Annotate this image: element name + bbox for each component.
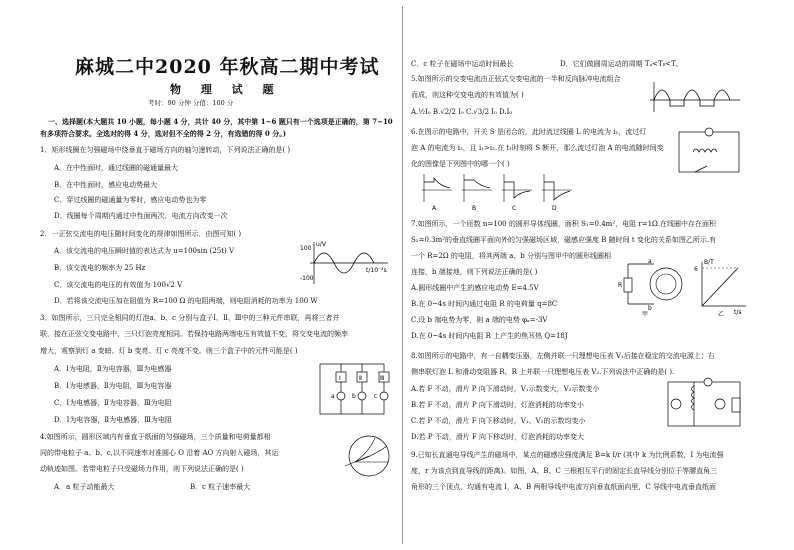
question-6-line2: 泡 A 的电流为 i₂，且 i₁>i₂.在 t₁时刻将 S 断开，那么流过灯泡 A 的电流随时间变 (411, 144, 664, 152)
q5-options: A.½I₀ B.√2/2 I₀ C.√3/2 I₀ D.I₀ (411, 108, 513, 116)
q8-option-c: C.若 P 不动，滑片 F 向下移动时，V₁、V₂的示数均变小 (411, 417, 586, 425)
q6-graph-label-b: B (472, 205, 477, 212)
q7-figure-yi: 乙 (718, 311, 725, 318)
q1-option-d: D．线圈每个周期内通过中性面两次，电流方向改变一次 (54, 212, 228, 220)
question-9-line2: 度，r 为该点到直导线的距离)。如图，A、B、C 三根相互平行的固定长直导线分别位于等腰直角三 (411, 467, 718, 475)
box-2-label: Ⅱ (359, 375, 362, 382)
q2-graph-ylabel: u/V (316, 241, 326, 248)
question-3: 3．如图所示，三只完全相同的灯泡a、b、c 分别与盒子Ⅰ、Ⅱ、Ⅲ中的三种元件串联，再将三者并 (40, 314, 340, 322)
page-subtitle: 物 理 试 题 (170, 83, 282, 96)
q7-option-c: C.设 b 端电势为零，则 a 端的电势 φₐ=-3V (411, 316, 548, 324)
q4-option-a: A．a 粒子动能最大 (54, 483, 115, 491)
question-4-line2: 同的带电粒子 a、b、c,以不同速率对准圆心 O 沿着 AO 方向射入磁场，其运 (40, 449, 279, 457)
question-4-line3: 动轨迹如图。若带电粒子只受磁场力作用，则下列说法正确的是( ) (40, 465, 244, 473)
q6-graph-label-c: C (512, 205, 517, 212)
question-9-line3: 角形的三个顶点，均通有电流 I，A、B 两根导线中电流方向垂直纸面向里，C 导线中电流垂直纸面 (411, 483, 716, 491)
lamp-a-label: a (331, 393, 335, 400)
box-1-label: Ⅰ (339, 375, 341, 382)
q7-resistor-label: R (618, 282, 623, 289)
q7-option-a: A.圆形线圈中产生的感应电动势 E=4.5V (411, 284, 539, 292)
exam-meta: 考时：90 分钟 分值：100 分 (148, 99, 234, 107)
q8-transformer-circuit (664, 374, 744, 434)
q3-circuit-diagram (316, 360, 388, 420)
q1-option-a: A．在中性面时，通过线圈的磁通量最大 (54, 164, 179, 172)
q7-graph-xlabel: t/s (734, 309, 742, 316)
q4-option-d: D．它们做圆周运动的周期 Tₐ<Tᵦ<T꜀ (560, 60, 679, 68)
q2-option-b: B．该交流电的频率为 25 Hz (54, 264, 146, 272)
q8-option-b: B.若 F 不动，滑片 P 向下滑动时，灯泡消耗的功率变小 (411, 401, 584, 409)
question-4: 4.如图所示，圆形区域内有垂直于纸面的匀强磁场，三个质量和电荷量都相 (40, 433, 271, 441)
question-6-line3: 化的图像是下列图中的哪一个( ) (411, 160, 510, 168)
page-title: 麻城二中2020 年秋高二期中考试 (75, 56, 380, 78)
q4-option-c: C．c 粒子在磁场中运动时间最长 (411, 60, 514, 68)
q7-figure-jia: 甲 (642, 311, 649, 318)
q2-option-a: A．该交流电的电压瞬时值的表达式为 u=100sin (25t) V (54, 247, 235, 255)
q4-magnetic-field-diagram (345, 432, 393, 480)
q3-option-c: C．Ⅰ为电感器，Ⅱ为电容器，Ⅲ为电阻 (54, 399, 172, 407)
q1-option-c: C．穿过线圈的磁通量为零时，感应电动势也为零 (54, 196, 207, 204)
q4-option-b: B．c 粒子速率最大 (190, 483, 251, 491)
question-7-line4: 连接，b 端接地，则下列说法正确的是( ) (411, 268, 538, 276)
q2-graph-min: -100 (300, 275, 314, 282)
q3-option-d: D．Ⅰ为电容器，Ⅱ为电感器，Ⅲ为电阻 (54, 416, 172, 424)
q2-graph-max: 100 (300, 245, 312, 252)
q7-option-d: D.在 0~4s 时间内电阻 R 上产生的焦耳热 Q=18J (411, 332, 568, 340)
question-3-line2: 联，接在正弦交变电路中，三只灯泡亮度相同。若保持电路两端电压有效值不变，将交变电流的频率 (40, 330, 348, 338)
q2-option-c: C．该交流电的电压的有效值为 100√2 V (54, 281, 183, 289)
q5-current-graph (650, 80, 742, 114)
q1-option-b: B．在中性面时，感应电动势最大 (54, 181, 158, 189)
question-1: 1．矩形线圈在匀强磁场中绕垂直于磁场方向的轴匀速转动，下列说法正确的是( ) (40, 146, 291, 154)
q8-option-d: D.若 P 不动，滑片 F 向下移动时，灯泡消耗的功率变大 (411, 433, 585, 441)
question-5: 5.如图所示的交变电流由正弦式交变电流的一半和反向脉冲电流组合 (411, 75, 621, 83)
q6-circuit-diagram (675, 126, 745, 176)
question-8-line2: 侧串联灯泡 L 和滑动变阻器 R，R 上并联一只理想电压表 V₂.下列说法中正确的是( ). (411, 368, 675, 376)
question-2: 2．一正弦交流电的电压随时间变化的规律如图所示．由图可知( ) (40, 230, 242, 238)
question-5-line2: 而成，则这种交变电流的有效值为( ) (411, 91, 524, 99)
q3-option-b: B．Ⅰ为电感器，Ⅱ为电阻，Ⅲ为电容器 (54, 382, 172, 390)
question-7: 7.如图所示，一个匝数 n=100 的圆形导体线圈，面积 S₁=0.4m²，电阻 r=1Ω.在线圈中存在面积 (411, 220, 717, 228)
q6-graph-label-a: A (432, 205, 437, 212)
q6-graph-label-d: D (552, 205, 557, 212)
lamp-b-label: b (352, 393, 356, 400)
question-7-line3: 一个 R=2Ω 的电阻，将其两端 a、b 分别与图甲中的圆形线圈相 (411, 252, 611, 260)
q7-graph-ylabel: B/T (704, 259, 714, 266)
q2-sine-graph (300, 240, 390, 285)
q6-answer-graphs (418, 172, 578, 212)
q7-graph-yvalue: 6 (694, 266, 698, 273)
q7-option-b: B.在 0~4s 时间内通过电阻 R 的电荷量 q=8C (411, 300, 558, 308)
q8-option-a: A.若 F 不动，滑片 P 向下滑动时，V₁示数变大，V₂示数变小 (411, 385, 600, 393)
q7-terminal-a: a (648, 258, 652, 265)
q7-figures (618, 258, 748, 318)
column-divider (402, 6, 403, 544)
q3-option-a: A．Ⅰ为电阻，Ⅱ为电容器，Ⅲ为电感器 (54, 365, 172, 373)
q2-option-d: D．若将该交流电压加在阻值为 R=100 Ω 的电阻两端，则电阻消耗的功率为 100 W (54, 297, 318, 305)
question-7-line2: S₂=0.3m²的垂直线圈平面向外的匀强磁场区域，磁感应强度 B 随时间 t 变化的关系如图乙所示.有 (411, 236, 717, 244)
box-3-label: Ⅲ (380, 375, 385, 382)
question-9: 9.已知长直通电导线产生的磁场中，某点的磁感应强度满足 B=k I/r (其中 k 为比例系数，I 为电流强 (411, 451, 724, 459)
question-3-line3: 增大，观察到灯 a 变暗、灯 b 变亮、灯 c 亮度不变。则三个盒子中的元件可能是( ) (40, 347, 298, 355)
section-instructions-2: 有多项符合要求。全选对的得 4 分，选对但不全的得 2 分，有选错的得 0 分。) (40, 129, 287, 138)
q7-terminal-b: b (648, 305, 652, 312)
question-8: 8.如图所示的电路中，有一自耦变压器，左侧并联一只理想电压表 V₁后接在稳定的交流电源上；右 (411, 352, 715, 360)
section-instructions: 一、选择题(本大题共 10 小题，每小题 4 分，共计 40 分，其中第 1~6 题只有一个选项是正确的，第 7~10 (48, 117, 393, 126)
q2-graph-xlabel: t/10⁻²s (366, 267, 387, 274)
lamp-c-label: c (374, 393, 378, 400)
question-6: 6.在图示的电路中，开关 S 是闭合的，此时流过线圈 L 的电流为 i₁，流过灯 (411, 128, 647, 136)
